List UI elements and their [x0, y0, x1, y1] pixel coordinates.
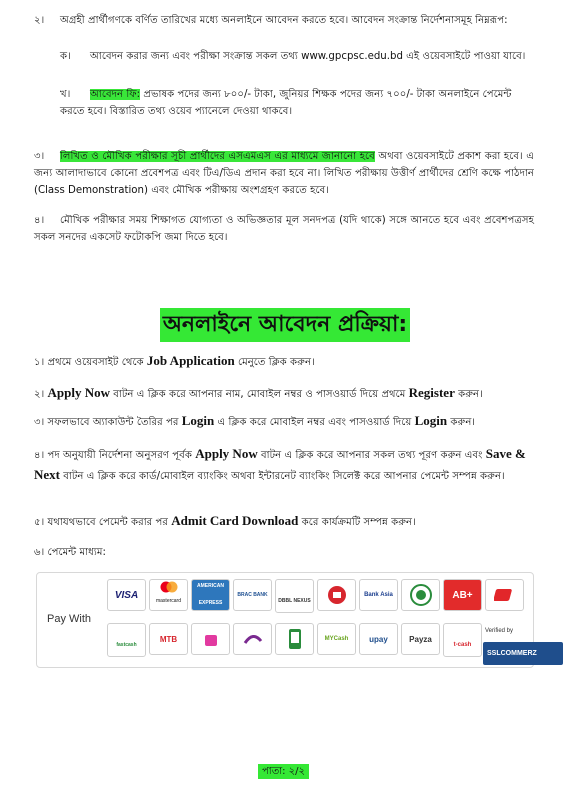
bag-icon — [202, 630, 220, 648]
step-5 — [34, 512, 534, 531]
islami-bank-logo[interactable] — [401, 579, 440, 611]
step-text: বাটন এ ক্লিক করে আপনার সকল তথ্য পূরণ করুন এবং — [257, 450, 486, 461]
paragraph-2 — [34, 12, 534, 29]
red-rhombus-icon — [494, 586, 516, 604]
paragraph-text: অথবা ওয়েবসাইটে প্রকাশ করা হবে। এ জন্য আলাদাভাবে কোনো প্রবেশপত্র এবং টিএ/ডিএ প্রদান করা হবে না। লিখিত পরীক্ষায় উত্তীর্ণ প্রার্থীদের শ্রেণি কক্ষে পাঠদান (Class Demonstration) এবং মৌখিক পরীক্ষায় অংশগ্রহণ করতে হবে। — [34, 151, 534, 196]
button-name: Apply Now — [47, 385, 111, 400]
paragraph-2a — [60, 48, 534, 65]
wallet-logo[interactable] — [233, 623, 272, 655]
step-text: মেনুতে ক্লিক করুন। — [234, 357, 315, 368]
ab-bank-logo[interactable]: AB+ — [443, 579, 482, 611]
step-3 — [34, 412, 534, 431]
action-name: Login — [414, 413, 448, 428]
sslcommerz-badge — [483, 623, 563, 655]
bank-card-logo[interactable] — [317, 579, 356, 611]
pay-with-label: Pay With — [47, 613, 92, 625]
step-1 — [34, 352, 534, 371]
step-text: বাটন এ ক্লিক করে আপনার নাম, মোবাইল নম্বর ও পাসওয়ার্ড দিয়ে প্রথমে — [110, 389, 409, 400]
paragraph-number: ৩। — [34, 151, 45, 162]
menu-name: Job Application — [146, 353, 235, 368]
mastercard-logo[interactable] — [149, 579, 188, 611]
bank-asia-logo[interactable]: Bank Asia — [359, 579, 398, 611]
step-6: ৬। পেমেন্ট মাধ্যম: — [34, 547, 106, 558]
paragraph-3 — [34, 148, 534, 199]
step-text: করে কার্যক্রমটি সম্পন্ন করুন। — [298, 517, 416, 528]
section-heading: অনলাইনে আবেদন প্রক্রিয়া: — [160, 308, 410, 342]
fee-highlight: আবেদন ফি: — [90, 89, 141, 100]
paragraph-2b — [60, 86, 534, 120]
mtb-logo[interactable]: MTB — [149, 623, 188, 655]
mastercard-circles-icon — [159, 581, 179, 593]
page-number: পাতা: ২/২ — [258, 764, 309, 779]
red-card-icon — [327, 585, 347, 605]
brac-bank-logo[interactable]: BRAC BANK — [233, 579, 272, 611]
action-name: Register — [408, 385, 455, 400]
action-name: Admit Card Download — [171, 513, 299, 528]
paragraph-number: ৪। — [34, 215, 45, 226]
visa-logo[interactable]: VISA — [107, 579, 146, 611]
mastercard-text: mastercard — [155, 597, 181, 604]
verified-by-label: Verified by — [485, 628, 514, 634]
sub-item-text: প্রভাষক পদের জন্য ৮০০/- টাকা, জুনিয়র শিক্ষক পদের জন্য ৭০০/- টাকা অনলাইনে পেমেন্ট করতে হবে। বিস্তারিত তথ্য ওয়েব প্যানেলে দেওয়া থাকবে। — [60, 89, 512, 117]
dbbl-nexus-logo[interactable]: DBBL NEXUS — [275, 579, 314, 613]
paragraph-text: অগ্রহী প্রার্থীগণকে বর্ণিত তারিখের মধ্যে অনলাইনে আবেদন করতে হবে। আবেদন সংক্রান্ত নির্দেশনাসমূহ নিম্নরূপ: — [60, 15, 508, 26]
step-text: করুন। — [447, 417, 476, 428]
shopping-bag-logo[interactable] — [191, 623, 230, 655]
button-name: Apply Now — [195, 446, 258, 461]
sms-highlight: লিখিত ও মৌখিক পরীক্ষার সূচী প্রার্থীদের এসএমএস এর মাধ্যমে জানানো হবে — [60, 151, 375, 162]
sub-item-key: ক। — [60, 51, 71, 62]
paragraph-text: মৌখিক পরীক্ষার সময় শিক্ষাগত যোগ্যতা ও অভিজ্ঞতার মূল সনদপত্র (যদি থাকে) সঙ্গে আনতে হবে এবং প্রবেশপত্রসহ সকল সনদের একসেট ফটোকপি জমা দিতে হবে। — [34, 215, 534, 243]
payza-logo[interactable]: Payza — [401, 623, 440, 655]
step-text: ১। প্রথমে ওয়েবসাইট থেকে — [34, 357, 147, 368]
step-text: বাটন এ ক্লিক করে কার্ড/মোবাইল ব্যাংকিং অথবা ইন্টারনেট ব্যাংকিং সিলেক্ট করে আপনার পেমেন্ট সম্পন্ন করুন। — [60, 471, 505, 482]
step-2 — [34, 384, 534, 403]
action-name: Login — [181, 413, 215, 428]
purple-swoosh-icon — [243, 631, 263, 647]
sslcommerz-logo: SSLCOMMERZ — [483, 642, 563, 665]
step-text: ৩। সফলভাবে অ্যাকাউন্ট তৈরির পর — [34, 417, 182, 428]
paragraph-number: ২। — [34, 15, 45, 26]
mobile-bank-logo[interactable] — [275, 623, 314, 655]
fastcash-logo[interactable]: fastcash — [107, 623, 146, 657]
sub-item-key: খ। — [60, 89, 71, 100]
step-4 — [34, 444, 534, 486]
green-seal-icon — [410, 584, 432, 606]
step-text: এ ক্লিক করে মোবাইল নম্বর এবং পাসওয়ার্ড দিয়ে — [214, 417, 415, 428]
step-text: ৪। পদ অনুযায়ী নির্দেশনা অনুসরণ পূর্বক — [34, 450, 196, 461]
step-text: ২। — [34, 389, 48, 400]
rocket-logo[interactable] — [485, 579, 524, 611]
tcash-logo[interactable]: t-cash — [443, 623, 482, 657]
phone-icon — [288, 628, 302, 650]
mycash-logo[interactable]: MYCash — [317, 623, 356, 655]
button-name: Save & Next — [34, 446, 526, 482]
step-text: ৫। যথাযথভাবে পেমেন্ট করার পর — [34, 517, 172, 528]
amex-logo[interactable]: AMERICAN EXPRESS — [191, 579, 230, 611]
payment-methods-panel — [36, 572, 537, 668]
upay-logo[interactable]: upay — [359, 623, 398, 655]
paragraph-4 — [34, 212, 534, 246]
sub-item-text: আবেদন করার জন্য এবং পরীক্ষা সংক্রান্ত সকল তথ্য www.gpcpsc.edu.bd এই ওয়েবসাইটে পাওয়া যাবে। — [90, 51, 526, 62]
step-text: করুন। — [454, 389, 483, 400]
